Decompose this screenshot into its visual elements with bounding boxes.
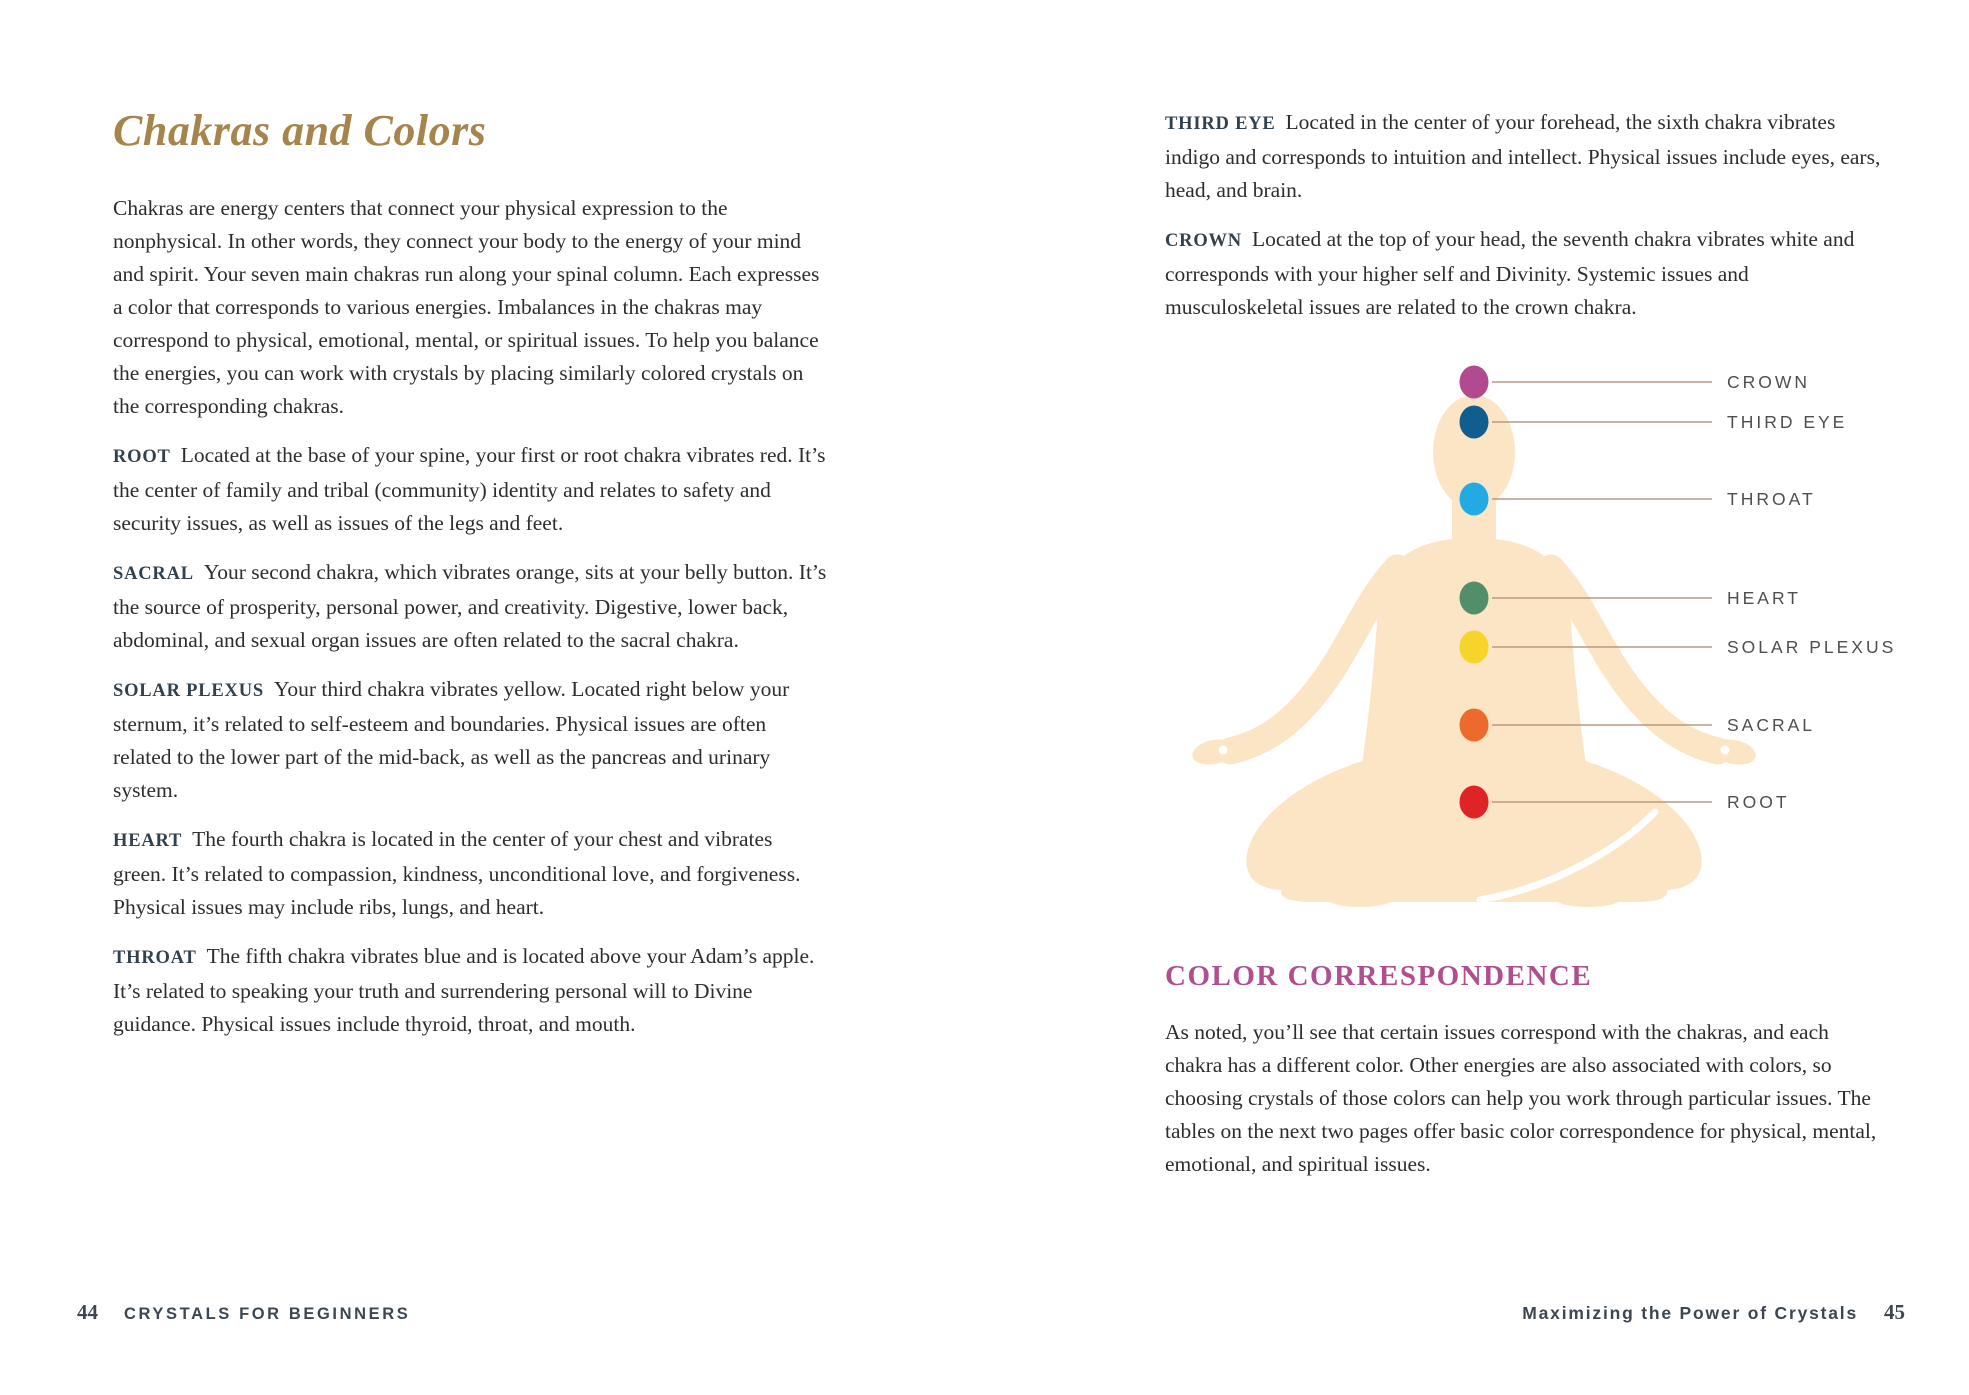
chakra-paragraph <box>113 439 827 540</box>
chakra-diagram <box>1150 340 1910 920</box>
chakra-paragraph <box>113 940 827 1041</box>
chakra-term: THIRD EYE <box>1165 114 1276 134</box>
right-foot <box>1554 889 1622 907</box>
meditating-figure-illustration <box>1150 340 1910 920</box>
color-correspondence-section <box>1165 958 1891 1181</box>
right-page-column <box>1165 0 1889 324</box>
crown-chakra-dot <box>1460 366 1489 399</box>
left-page-number: 44 <box>77 1300 98 1324</box>
chakra-text: Located in the center of your forehead, the sixth chakra vibrates indigo and corresponds to intuition and intellect. Physical issues include eyes, ears, head, and brain. <box>1165 110 1881 202</box>
chakra-paragraph <box>1165 0 1889 207</box>
heart-chakra-dot <box>1460 582 1489 615</box>
third-eye-chakra-dot <box>1460 406 1489 439</box>
right-page-number: 45 <box>1884 1300 1905 1324</box>
chakra-paragraph <box>113 673 827 807</box>
section-heading: COLOR CORRESPONDENCE <box>1165 960 1593 992</box>
intro-paragraph: Chakras are energy centers that connect your physical expression to the nonphysical. In other words, they connect your body to the energy of your mind and spirit. Your seven main chakras run along your spinal column. Each expresses a color that corresponds to various energies. Imbalances in the chakras may correspond to physical, emotional, mental, or spiritual issues. To help you balance the energies, you can work with crystals by placing similarly colored crystals on the corresponding chakras. <box>113 196 820 418</box>
chakra-term: SACRAL <box>113 564 194 584</box>
left-page-footer <box>77 1300 410 1325</box>
color-correspondence-paragraph: As noted, you’ll see that certain issues correspond with the chakras, and each chakra has a different color. Other energies are also associated with colors, so choosing crystals of those colors can help you work through particular issues. The tables on the next two pages offer basic color correspondence for physical, mental, emotional, and spiritual issues. <box>1165 1020 1877 1176</box>
sacral-chakra-label: SACRAL <box>1727 715 1816 735</box>
chakra-text: The fourth chakra is located in the center of your chest and vibrates green. It’s related to compassion, kindness, unconditional love, and forgiveness. Physical issues may include ribs, lungs, and heart. <box>113 827 801 919</box>
sacral-chakra-dot <box>1460 709 1489 742</box>
crown-chakra-label: CROWN <box>1727 372 1811 392</box>
chakra-term: SOLAR PLEXUS <box>113 681 264 701</box>
solar-plexus-chakra-dot <box>1460 631 1489 664</box>
chakra-text: The fifth chakra vibrates blue and is located above your Adam’s apple. It’s related to speaking your truth and surrendering personal will to Divine guidance. Physical issues include thyroid, throat, and mouth. <box>113 944 815 1036</box>
chakra-text: Located at the base of your spine, your first or root chakra vibrates red. It’s the center of family and tribal (community) identity and relates to safety and security issues, as well as issues of the legs and feet. <box>113 443 826 535</box>
book-title-running-head: CRYSTALS FOR BEGINNERS <box>124 1305 411 1323</box>
right-page-footer <box>1522 1300 1905 1325</box>
chakra-term: CROWN <box>1165 231 1242 251</box>
third-eye-chakra-label: THIRD EYE <box>1727 412 1848 432</box>
throat-chakra-label: THROAT <box>1727 489 1816 509</box>
root-chakra-label: ROOT <box>1727 792 1790 812</box>
heart-chakra-label: HEART <box>1727 588 1801 608</box>
chakra-paragraph <box>1165 223 1889 324</box>
throat-chakra-dot <box>1460 483 1489 516</box>
chapter-title-running-head: Maximizing the Power of Crystals <box>1522 1303 1858 1323</box>
chakra-text: Your second chakra, which vibrates orange, sits at your belly button. It’s the source of prosperity, personal power, and creativity. Digestive, lower back, abdominal, and sexual organ issues are often related to the sacral chakra. <box>113 560 827 652</box>
chakra-paragraph <box>113 556 827 657</box>
chakra-paragraph <box>113 823 827 924</box>
page-title: Chakras and Colors <box>113 106 487 155</box>
chakra-term: HEART <box>113 831 183 851</box>
right-mudra-hole <box>1721 746 1730 755</box>
left-foot <box>1326 889 1394 907</box>
left-chakra-sections <box>113 439 827 1041</box>
root-chakra-dot <box>1460 786 1489 819</box>
solar-plexus-chakra-label: SOLAR PLEXUS <box>1727 637 1897 657</box>
chakra-text: Your third chakra vibrates yellow. Located right below your sternum, it’s related to self-esteem and boundaries. Physical issues are often related to the lower part of the mid-back, as well as the pancreas and urinary system. <box>113 677 790 802</box>
chakra-term: ROOT <box>113 447 171 467</box>
left-mudra-hole <box>1219 746 1228 755</box>
left-page-column <box>113 0 827 1041</box>
chakra-term: THROAT <box>113 948 197 968</box>
right-chakra-sections <box>1165 0 1889 324</box>
chakra-text: Located at the top of your head, the seventh chakra vibrates white and corresponds with your higher self and Divinity. Systemic issues and musculoskeletal issues are related to the crown chakra. <box>1165 227 1855 319</box>
